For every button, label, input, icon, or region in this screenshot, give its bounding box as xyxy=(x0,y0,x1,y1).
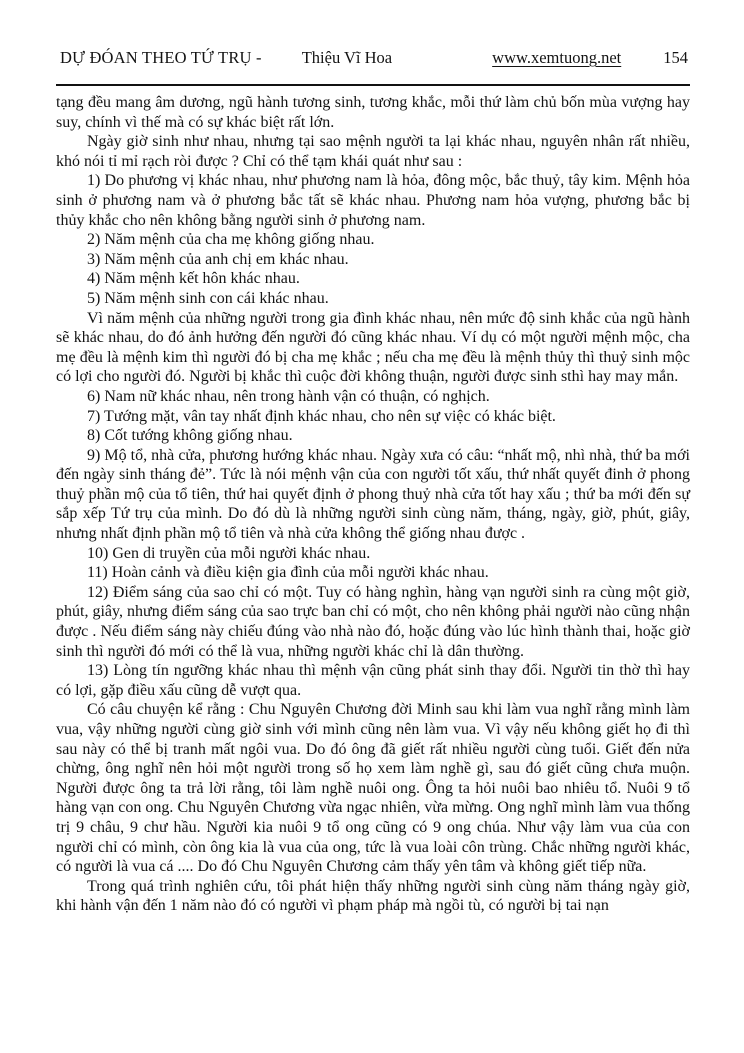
header-right-group xyxy=(492,48,688,68)
paragraph: Trong quá trình nghiên cứu, tôi phát hiện thấy những người sinh cùng năm tháng ngày giờ, khi hành vận đến 1 năm nào đó có người vì phạm pháp mà ngồi tù, có người bị tai nạn xyxy=(56,877,690,915)
paragraph: Vì năm mệnh của những người trong gia đình khác nhau, nên mức độ sinh khắc của ngũ hành sẽ khác nhau, do đó ảnh hưởng đến người đó cũng khác nhau. Ví dụ có một người mệnh mộc, cha mẹ đều là mệnh kim thì người đó bị cha mẹ khắc ; nếu cha mẹ đều là mệnh thủy thì thuỷ sinh mộc có lợi cho người đó. Người bị khắc thì cuộc đời không thuận, người được sinh sthì hay may mắn. xyxy=(56,309,690,386)
page-body xyxy=(56,93,690,916)
paragraph: 12) Điểm sáng của sao chỉ có một. Tuy có hàng nghìn, hàng vạn người sinh ra cùng một giờ, phút, giây, nhưng điểm sáng của sao trực ban chỉ có một, cho nên không phải người nào cũng nhận được . Nếu điểm sáng này chiếu đúng vào nhà nào đó, hoặc đúng vào lúc hình thành thai, hoặc giờ sinh thì người đó mới có thể là vua, những người khác chỉ là dân thường. xyxy=(56,583,690,660)
author-name: Thiệu Vĩ Hoa xyxy=(301,48,393,67)
paragraph: 13) Lòng tín ngưỡng khác nhau thì mệnh vận cũng phát sinh thay đổi. Người tin thờ thì hay có lợi, gặp điều xấu cũng dễ vượt qua. xyxy=(56,662,690,699)
paragraph: Ngày giờ sinh như nhau, nhưng tại sao mệnh người ta lại khác nhau, nguyên nhân rất nhiều, khó nói tỉ mỉ rạch ròi được ? Chỉ có thể tạm khái quát như sau : xyxy=(56,133,690,170)
paragraph: 1) Do phương vị khác nhau, như phương nam là hỏa, đông mộc, bắc thuỷ, tây kim. Mệnh hỏa sinh ở phương nam và ở phương bắc tất sẽ khác nhau. Phương nam hỏa vượng, phương bắc bị thủy khắc cho nên không bằng người sinh ở phương nam. xyxy=(56,172,690,229)
paragraph: 10) Gen di truyền của mỗi người khác nhau. xyxy=(87,544,371,562)
paragraph: Có câu chuyện kể rằng : Chu Nguyên Chương đời Minh sau khi làm vua nghĩ rằng mình làm vua, vậy những người cùng giờ sinh với mình cũng nên làm vua. Vì vậy nếu không giết họ đi thì sau này có thể bị tranh mất ngôi vua. Do đó ông đã giết rất nhiều người cùng tuổi. Giết đến nửa chừng, ông nghĩ nên hỏi một người trong số họ xem làm nghề gì, sau đó giết cũng chưa muộn. Người được ông ta trả lời rằng, tôi làm nghề nuôi ong. Ông ta hỏi nuôi bao nhiêu tổ. Nuôi 9 tổ hàng vạn con ong. Chu Nguyên Chương vừa ngạc nhiên, vừa mừng. Ong nghĩ mình làm vua thống trị 9 châu, 9 chư hầu. Người kia nuôi 9 tổ ong cũng có 9 ong chúa. Như vậy làm vua của con người chỉ có mình, còn ông kia là vua của ong, tức là vua loài côn trùng. Chắc những người khác, có người là vua cá .... Do đó Chu Nguyên Chương cảm thấy yên tâm và không giết tiếp nữa. xyxy=(56,701,690,876)
paragraph: tạng đều mang âm dương, ngũ hành tương sinh, tương khắc, mỗi thứ làm chủ bốn mùa vượng hay suy, chính vì thế mà có sự khác biệt rất lớn. xyxy=(56,94,690,131)
header-divider xyxy=(56,84,690,86)
paragraph: 9) Mộ tổ, nhà cửa, phương hướng khác nhau. Ngày xưa có câu: “nhất mộ, nhì nhà, thứ ba mới đến ngày sinh tháng đẻ”. Tức là nói mệnh vận của con người tốt xấu, thứ nhất quyết đinh ở phong thuỷ phần mộ của tổ tiên, thứ hai quyết định ở phong thuỷ nhà cửa tốt hay xấu ; thứ ba mới đến sự sắp xếp Tứ trụ của mình. Do đó dù là những người sinh cùng năm, tháng, ngày, giờ, phút, giây, nhưng nhất định phần mộ tổ tiên và nhà cửa không thể giống nhau được . xyxy=(56,446,690,543)
paragraph: 7) Tướng mặt, vân tay nhất định khác nhau, cho nên sự việc có khác biệt. xyxy=(87,407,556,425)
paragraph: 3) Năm mệnh của anh chị em khác nhau. xyxy=(87,250,349,268)
paragraph: 8) Cốt tướng không giống nhau. xyxy=(87,427,293,445)
page-number: 154 xyxy=(663,48,688,67)
page-header xyxy=(56,48,690,68)
paragraph: 5) Năm mệnh sinh con cái khác nhau. xyxy=(87,289,329,307)
paragraph: 6) Nam nữ khác nhau, nên trong hành vận có thuận, có nghịch. xyxy=(87,387,490,405)
website-url: www.xemtuong.net xyxy=(492,48,622,67)
paragraph: 4) Năm mệnh kết hôn khác nhau. xyxy=(87,270,300,288)
paragraph: 2) Năm mệnh của cha mẹ không giống nhau. xyxy=(87,231,375,249)
book-title: DỰ ĐÓAN THEO TỨ TRỤ - xyxy=(60,48,262,67)
paragraph: 11) Hoàn cảnh và điều kiện gia đình của mỗi người khác nhau. xyxy=(87,564,489,582)
